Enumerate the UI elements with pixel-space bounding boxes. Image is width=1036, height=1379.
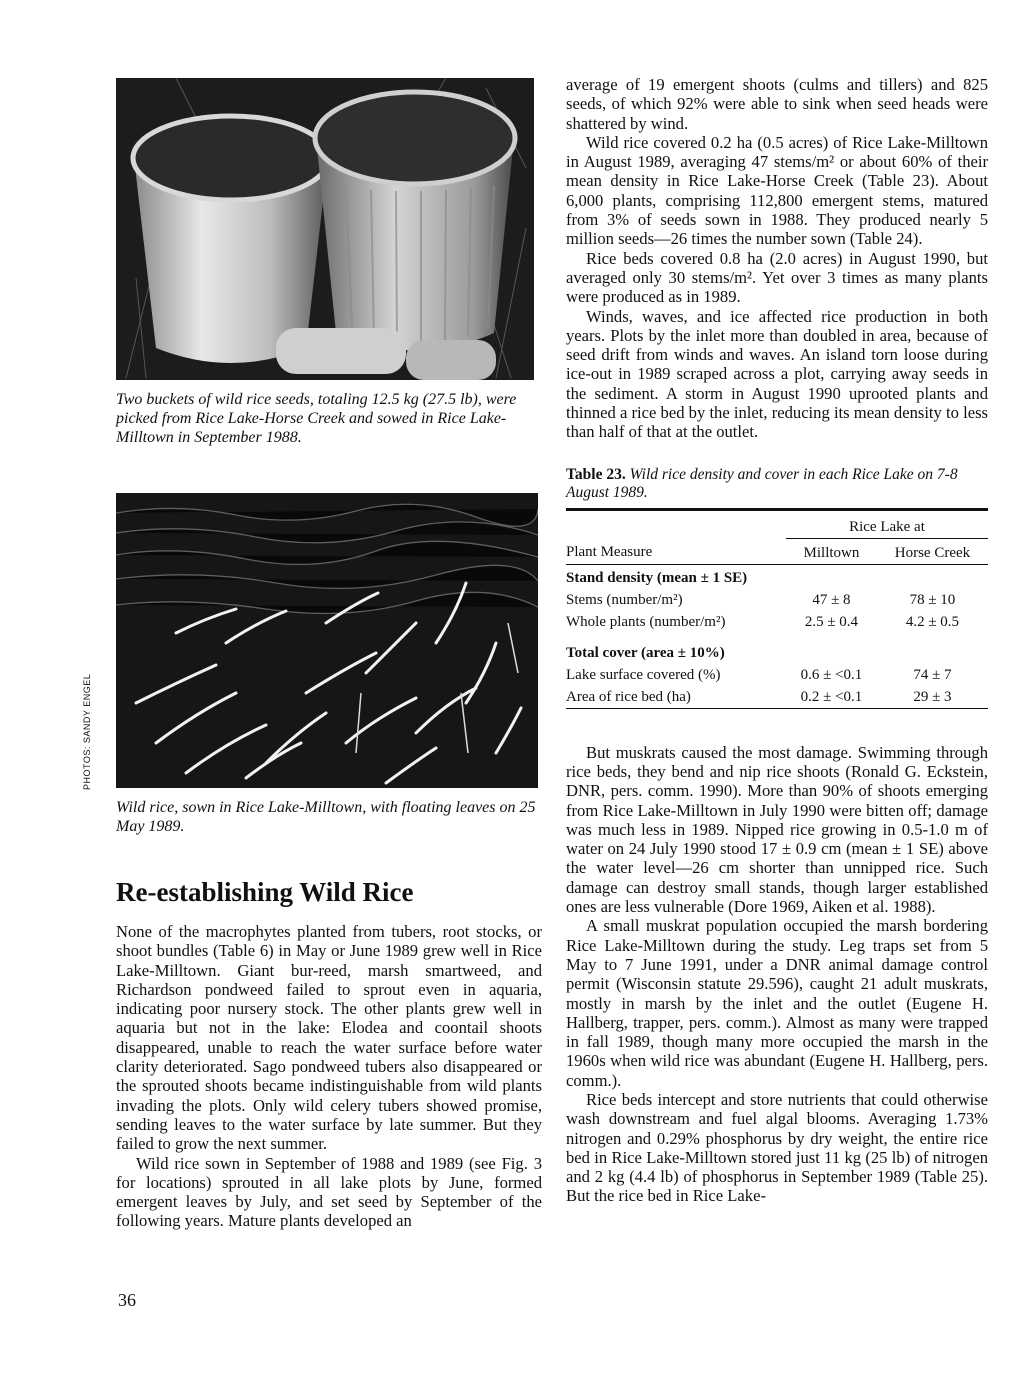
right-paragraph-4: Winds, waves, and ice affected rice production in both years. Plots by the inlet more than doubled in area, because of seed drift from winds and waves. An island torn loose during ice-out in 1989 scraped across a plot, carrying away seeds in the sediment. A storm in August 1990 uprooted plants and thinned a rice bed by the inlet, reducing its mean density to less than half of that at the outlet. — [566, 306, 988, 442]
table-cell-milltown: 0.6 ± <0.1 — [800, 666, 863, 683]
table-row — [566, 589, 988, 611]
table-col-horse-creek: Horse Creek — [894, 544, 971, 561]
table-section-row — [566, 633, 988, 664]
photo-credit-text: PHOTOS: SANDY ENGEL — [82, 673, 92, 790]
table-row — [566, 664, 988, 686]
table-caption — [566, 466, 988, 502]
section-paragraph-1: None of the macrophytes planted from tubers, root stocks, or shoot bundles (Table 6) in May or June 1989 grew well in Rice Lake-Milltown. Giant bur-reed, marsh smartweed, and Richardson pondweed failed to sprout even in aquaria, indicating poor nursery stock. The other plants grew well in aquaria but not in the lake: Elodea and coontail shoots disappeared, unable to reach the water surface before water clarity deteriorated. Sago pondweed tubers also disappeared or the sprouted shoots became indistinguishable from wild plants invading the plots. Only wild celery tubers showed promise, sending leaves to the water surface by late summer. But they failed to grow the next summer. — [116, 922, 542, 1154]
right-paragraph-1: average of 19 emergent shoots (culms and tillers) and 825 seeds, of which 92% were able to sink when seed heads were shattered by wind. — [566, 75, 988, 133]
table-row — [566, 686, 988, 709]
buckets-caption: Two buckets of wild rice seeds, totaling 12.5 kg (27.5 lb), were picked from Rice Lake-Horse Creek and sowed in Rice Lake-Milltown in September 1988. — [116, 391, 517, 446]
page-number: 36 — [118, 1290, 136, 1310]
table-cell-horse-creek: 78 ± 10 — [909, 591, 956, 608]
table-cell-label: Lake surface covered (%) — [566, 666, 721, 683]
table-col-measure: Plant Measure — [566, 544, 653, 561]
right-column — [566, 75, 988, 1206]
table-cell-horse-creek: 4.2 ± 0.5 — [905, 613, 960, 630]
right-paragraph-7: Rice beds intercept and store nutrients that could otherwise wash downstream and fuel algal blooms. Averaging 1.73% nitrogen and 0.29% phosphorus by dry weight, the entire rice bed in Rice Lake-Milltown stored just 11 kg (25 lb) of nitrogen and 2 kg (4.4 lb) of phosphorus in September 1989 (Table 25). But the rice bed in Rice Lake- — [566, 1089, 988, 1206]
table-cell-label: Area of rice bed (ha) — [566, 688, 691, 705]
photo-credit — [82, 673, 112, 800]
table-group-header: Rice Lake at — [786, 509, 988, 538]
table-label: Table 23. — [566, 465, 626, 483]
floating-rice-illustration — [116, 493, 538, 788]
table-group-header-row — [566, 509, 988, 538]
table-column-header-row — [566, 538, 988, 564]
photo-wild-rice-buckets — [116, 78, 534, 380]
table-cell-milltown: 47 ± 8 — [812, 591, 851, 608]
table-cell-label: Whole plants (number/m²) — [566, 613, 726, 630]
table-row — [566, 611, 988, 633]
table-cell-milltown: 2.5 ± 0.4 — [804, 613, 859, 630]
section-paragraph-2: Wild rice sown in September of 1988 and 1989 (see Fig. 3 for locations) sprouted in all lake plots by June, formed emergent leaves by July, and set seed by September of the following years. Mature plants developed an — [116, 1153, 542, 1231]
table-caption-text: Wild rice density and cover in each Rice Lake on 7-8 August 1989. — [566, 465, 958, 501]
floating-rice-caption: Wild rice, sown in Rice Lake-Milltown, with floating leaves on 25 May 1989. — [116, 799, 536, 835]
right-paragraph-5: But muskrats caused the most damage. Swimming through rice beds, they bend and nip rice shoots (Ronald G. Eckstein, DNR, pers. comm. 1990). More than 90% of shoots emerging from Rice Lake-Milltown in July 1990 were bitten off; damage was much less in 1989. Nipped rice growing in 0.5-1.0 m of water on 24 July 1990 stood 17 ± 0.9 cm (mean ± 1 SE) above the water level—26 cm shorter than unnipped rice. Such damage can destroy small stands, though larger established ones are less vulnerable (Dore 1969, Aiken et al. 1988). — [566, 742, 988, 917]
wild-rice-table — [566, 508, 988, 709]
photo-floating-rice — [116, 493, 538, 788]
left-column — [116, 78, 542, 1231]
table-section-stand-density: Stand density (mean ± 1 SE) — [566, 569, 748, 586]
table-section-total-cover: Total cover (area ± 10%) — [566, 644, 725, 661]
table-cell-milltown: 0.2 ± <0.1 — [800, 688, 863, 705]
table-cell-horse-creek: 29 ± 3 — [913, 688, 952, 705]
table-cell-horse-creek: 74 ± 7 — [913, 666, 952, 683]
section-heading: Re-establishing Wild Rice — [116, 877, 414, 907]
table-col-milltown: Milltown — [803, 544, 860, 561]
right-paragraph-6: A small muskrat population occupied the marsh bordering Rice Lake-Milltown during the study. Leg traps set from 5 May to 7 June 1991, under a DNR animal damage control permit (Wisconsin statute 29.596), caught 21 adult muskrats, mostly in marsh by the inlet and the outlet (Eugene H. Hallberg, trapper, pers. comm.). Almost as many were trapped in fall 1989, though many more occupied the marsh in the 1960s when wild rice was abundant (Eugene H. Hallberg, pers. comm.). — [566, 916, 988, 1090]
table-section-row — [566, 564, 988, 589]
right-paragraph-3: Rice beds covered 0.8 ha (2.0 acres) in August 1990, but averaged only 30 stems/m². Yet over 3 times as many plants were produced as in 1989. — [566, 248, 988, 307]
table-cell-label: Stems (number/m²) — [566, 591, 683, 608]
buckets-illustration — [116, 78, 534, 380]
right-paragraph-2: Wild rice covered 0.2 ha (0.5 acres) of Rice Lake-Milltown in August 1989, averaging 47 stems/m² or about 60% of their mean density in Rice Lake-Horse Creek (Table 23). About 6,000 plants, comprising 112,800 emergent stems, matured from 3% of seeds sown in 1988. They produced nearly 5 million seeds—26 times the number sown (Table 24). — [566, 132, 988, 249]
